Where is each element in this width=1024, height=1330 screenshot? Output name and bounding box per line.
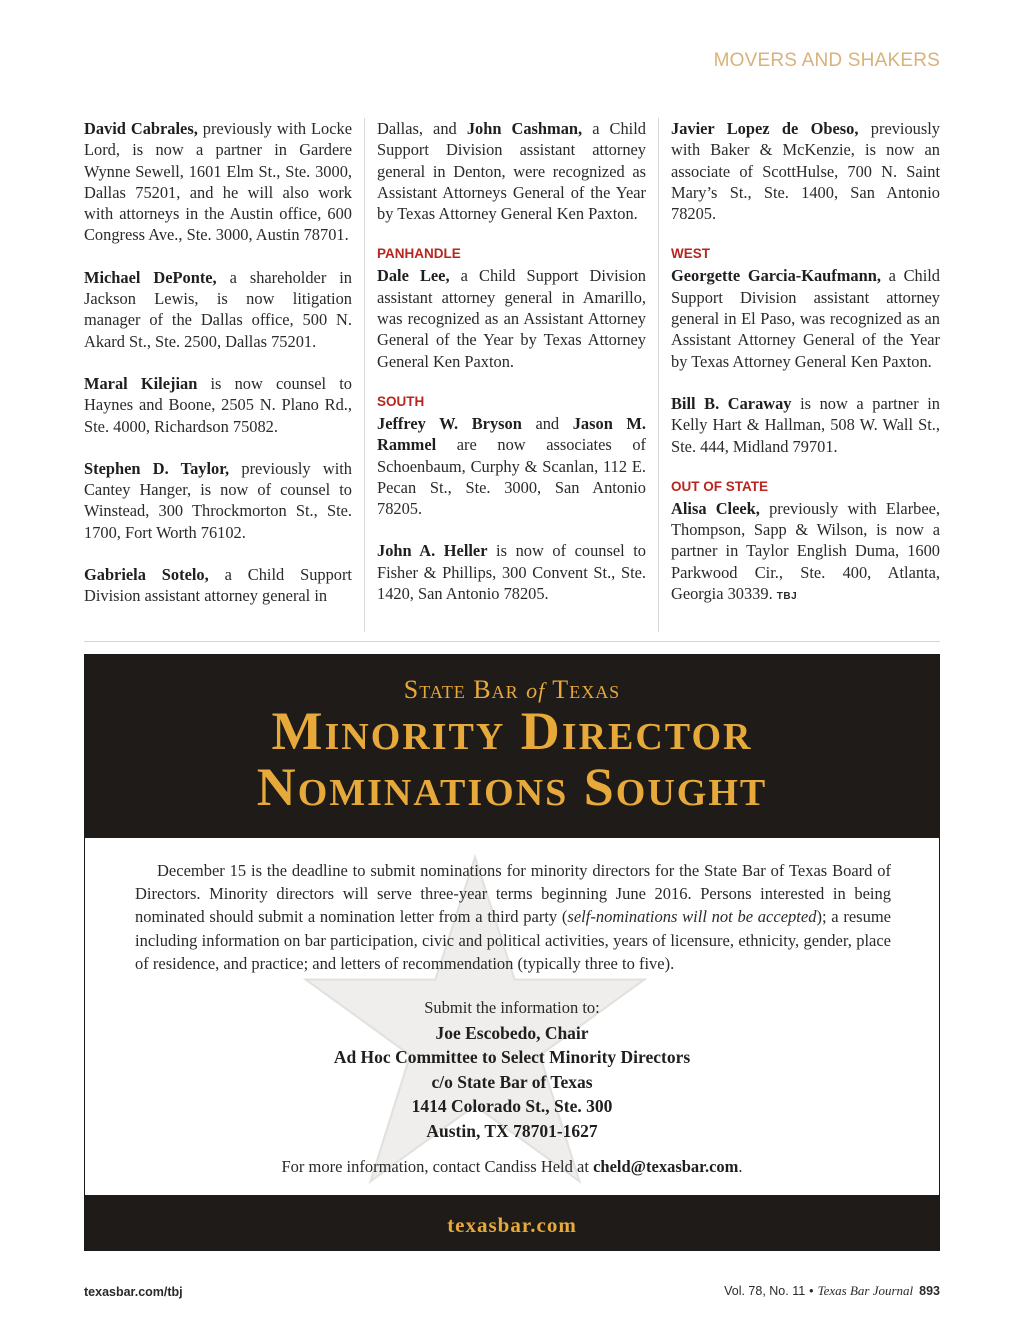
entry-name: Georgette Garcia-Kaufmann, xyxy=(671,266,881,286)
body-text: ); a resume including information on bar participation, civic and political activities, years of licensure, ethnicity, gender, place of residence, and practice; and letters of recommendation (typically three to five). xyxy=(135,907,891,973)
page-number: 893 xyxy=(919,1284,940,1298)
ad-title xyxy=(85,703,939,815)
address-line: Ad Hoc Committee to Select Minority Directors xyxy=(333,1047,691,1067)
org-name-part: State Bar xyxy=(403,675,527,704)
submission-address xyxy=(85,996,939,1143)
body-emphasis: self-nominations will not be accepted xyxy=(567,907,817,927)
footer-folio xyxy=(724,1283,940,1299)
entry xyxy=(377,540,646,604)
entry-text: Dallas, and xyxy=(377,119,467,138)
entry-name: Stephen D. Taylor, xyxy=(84,458,230,478)
address-line: 1414 Colorado St., Ste. 300 xyxy=(411,1096,613,1116)
entry-text: previously with Cantey Hanger, is now of counsel to Winstead, 300 Throckmorton St., Ste. 1700, Fort Worth 76102. xyxy=(84,458,352,542)
entry xyxy=(671,498,940,607)
entry-name: John Cashman, xyxy=(466,119,583,138)
entry-name: Jason M. Rammel xyxy=(377,413,646,455)
entry-name: Jeffrey W. Bryson xyxy=(377,413,522,433)
entry-text: previously with Locke Lord, is now a partner in Gardere Wynne Sewell, 1601 Elm St., Ste. 3000, Dallas 75201, and he will also work with attorneys in the Austin office, 600 Congress Ave., Ste. 3000, Austin 78701. xyxy=(84,119,352,245)
entry-name: John A. Heller xyxy=(377,541,488,561)
entry-text: previously with Baker & McKenzie, is now an associate of ScottHulse, 700 N. Saint Mary’s St., Ste. 1400, San Antonio 78205. xyxy=(671,119,941,224)
entry xyxy=(84,564,352,607)
entry-text: is now counsel to Haynes and Boone, 2505 N. Plano Rd., Ste. 4000, Richardson 75082. xyxy=(84,373,352,436)
entry-name: Maral Kilejian xyxy=(84,373,198,393)
org-name-of: of xyxy=(526,678,546,703)
entry-text: is now a partner in Kelly Hart & Hallman, 508 W. Wall St., Ste. 444, Midland 79701. xyxy=(671,393,940,456)
submit-intro: Submit the information to: xyxy=(424,998,600,1017)
entry-name: Bill B. Caraway xyxy=(671,393,792,413)
region-heading-south: SOUTH xyxy=(377,393,425,409)
entry-text: a Child Support Division assistant attorney general in Amarillo, was recognized as an Assistant Attorney General of the Year by Texas Attorney General Ken Paxton. xyxy=(377,266,647,371)
address-line: Joe Escobedo, Chair xyxy=(435,1022,589,1043)
ad-body-text xyxy=(135,859,891,975)
entry-name: Gabriela Sotelo, xyxy=(84,565,209,585)
entry-name: Alisa Cleek, xyxy=(671,498,760,518)
contact-email-link[interactable]: cheld@texasbar.com xyxy=(593,1157,739,1176)
contact-text: . xyxy=(738,1157,743,1176)
entry xyxy=(377,118,646,224)
entry xyxy=(671,393,940,457)
footer-volume: Vol. 78, No. 11 xyxy=(724,1284,806,1298)
column-3 xyxy=(671,118,940,632)
column-divider xyxy=(658,118,659,632)
entry-text: a Child Support Division assistant attorney general in El Paso, was recognized as an Assistant Attorney General of the Year by Texas Attorney General Ken Paxton. xyxy=(671,266,940,371)
entry-text: and xyxy=(521,413,573,433)
region-heading-west: WEST xyxy=(671,246,710,262)
region-heading-out-of-state: OUT OF STATE xyxy=(671,478,768,494)
entry xyxy=(84,267,352,352)
footer-url-link[interactable]: texasbar.com/tbj xyxy=(84,1285,183,1299)
entry xyxy=(671,118,940,224)
entry xyxy=(84,458,352,543)
entry-name: Dale Lee, xyxy=(377,266,450,286)
ad-website-link[interactable]: texasbar.com xyxy=(447,1213,577,1237)
footer-journal-name: Texas Bar Journal xyxy=(817,1283,914,1298)
ad-title-line: Minority Director xyxy=(271,701,753,761)
entry xyxy=(84,118,352,246)
entry-name: Javier Lopez de Obeso, xyxy=(671,119,859,138)
end-mark: TBJ xyxy=(776,591,798,603)
org-name-part: Texas xyxy=(545,675,621,704)
ad-title-line: Nominations Sought xyxy=(256,757,768,817)
section-title: MOVERS AND SHAKERS xyxy=(713,50,940,71)
entry-text: are now associates of Schoenbaum, Curphy & Scanlan, 112 E. Pecan St., Ste. 3000, San Antonio 78205. xyxy=(377,435,646,519)
entry xyxy=(377,265,646,371)
entry-name: Michael DePonte, xyxy=(84,267,217,287)
entry-text: a Child Support Division assistant attorney general in xyxy=(84,565,352,606)
entry-text: a shareholder in Jackson Lewis, is now litigation manager of the Dallas office, 500 N. Akard St., Ste. 2500, Dallas 75201. xyxy=(84,267,352,351)
body-text: December 15 is the deadline to submit nominations for minority directors for the State Bar of Texas Board of Directors. Minority directors will serve three-year terms beginning June 2016. Persons interested in being nominated should submit a nomination letter from a third party ( xyxy=(135,861,891,927)
section-divider xyxy=(84,641,940,642)
column-divider xyxy=(364,118,365,632)
column-2 xyxy=(377,118,646,632)
column-1 xyxy=(84,118,352,632)
article-columns xyxy=(84,118,940,638)
contact-text: For more information, contact Candiss Held at xyxy=(281,1157,594,1176)
entry-text: previously with Elarbee, Thompson, Sapp & Wilson, is now a partner in Taylor English Duma, 1600 Parkwood Cir., Ste. 400, Atlanta, Georgia 30339. xyxy=(671,498,940,604)
minority-director-ad xyxy=(84,654,940,1251)
entry-text: is now of counsel to Fisher & Phillips, 300 Convent St., Ste. 1420, San Antonio 78205. xyxy=(377,541,646,604)
footer-bullet: • xyxy=(809,1284,814,1298)
contact-line xyxy=(85,1157,939,1177)
entry xyxy=(671,265,940,371)
entry xyxy=(377,413,646,519)
entry-text: a Child Support Division assistant attorney general in Denton, were recognized as Assistant Attorneys General of the Year by Texas Attorney General Ken Paxton. xyxy=(377,119,646,224)
region-heading-panhandle: PANHANDLE xyxy=(377,246,461,262)
entry-name: David Cabrales, xyxy=(84,119,198,138)
address-line: Austin, TX 78701-1627 xyxy=(426,1120,598,1141)
address-line: c/o State Bar of Texas xyxy=(431,1071,593,1092)
entry xyxy=(84,373,352,437)
